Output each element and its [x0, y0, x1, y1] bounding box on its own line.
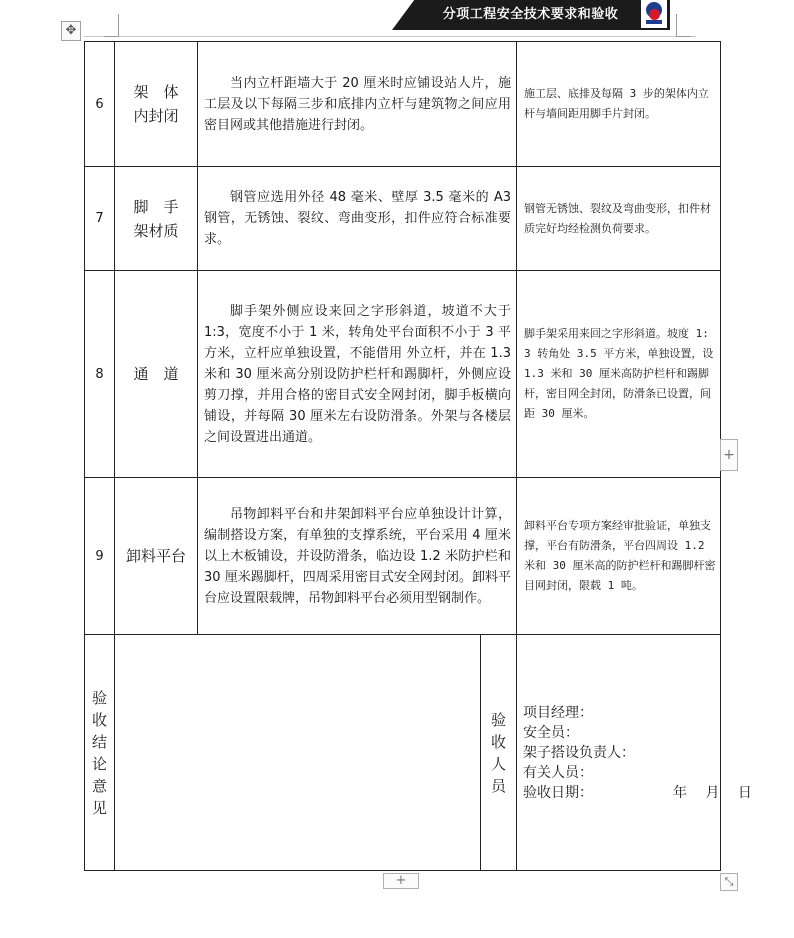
item-name	[115, 42, 198, 167]
item-name-line: 架材质	[133, 221, 179, 240]
requirement-cell	[198, 478, 517, 635]
add-row-button[interactable]	[383, 873, 419, 889]
requirement-cell	[198, 42, 517, 167]
project-manager-label: 项目经理：	[523, 704, 593, 721]
acceptance-row	[85, 635, 721, 871]
check-result-cell: 钢管无锈蚀、裂纹及弯曲变形，扣件材质完好均经检测负荷要求。	[517, 167, 721, 271]
move-handle-icon: ✥	[65, 23, 77, 38]
check-result-cell: 脚手架采用来回之字形斜道。坡度 1: 3 转角处 3.5 平方米，单独设置，设 1.3 米和 30 厘米高防护栏杆和踢脚杆，密目网全封闭，防滑条已设置，间距 30 厘米。	[517, 271, 721, 478]
header-rule	[84, 36, 696, 37]
row-number: 6	[85, 42, 115, 167]
table-row	[85, 42, 721, 167]
date-units: 年 月 日	[673, 784, 752, 801]
signature-block	[517, 635, 752, 871]
plus-icon: +	[723, 447, 735, 463]
crop-mark-top-right	[676, 14, 691, 37]
requirement-text: 钢管应选用外径 48 毫米、壁厚 3.5 毫米的 A3 钢管，无锈蚀、裂纹、弯曲变形，扣件应符合标准要求。	[204, 190, 511, 247]
table-resize-handle[interactable]	[720, 873, 738, 891]
requirement-text: 脚手架外侧应设来回之字形斜道，坡道不大于 1:3，宽度不小于 1 米，转角处平台面积不小于 3 平方米，立杆应单独设置，不能借用 外立杆，并在 1.3 米和 30 厘米高分别设防护栏杆和踢脚杆，外侧应设剪刀撑，并用合格的密目式安全网封闭，脚手板横向铺设，并每隔 30 厘米左右设防滑条。外架与各楼层之间设置进出通道。	[204, 303, 511, 445]
row-number: 9	[85, 478, 115, 635]
scaffold-lead-label: 架子搭设负责人：	[523, 744, 635, 761]
crop-mark-top-left	[104, 14, 119, 37]
requirement-text: 当内立杆距墙大于 20 厘米时应铺设站人片，施工层及以下每隔三步和底排内立杆与建筑物之间应用密目网或其他措施进行封闭。	[204, 75, 511, 133]
resize-icon: ⤡	[724, 875, 734, 888]
date-label: 验收日期：	[523, 784, 593, 801]
row-number: 8	[85, 271, 115, 478]
check-result-cell: 卸料平台专项方案经审批验证，单独支撑，平台有防滑条，平台四周设 1.2 米和 30 厘米高的防护栏杆和踢脚杆密目网封闭，限载 1 吨。	[517, 478, 721, 635]
related-staff-label: 有关人员：	[523, 764, 593, 781]
acceptance-table	[84, 41, 752, 871]
table-row	[85, 271, 721, 478]
check-result-cell: 施工层、底排及每隔 3 步的架体内立杆与墙间距用脚手片封闭。	[517, 42, 721, 167]
item-name-line: 通 道	[133, 365, 179, 383]
conclusion-label-text: 验收结论意见	[91, 688, 107, 817]
table-row	[85, 478, 721, 635]
conclusion-content[interactable]	[115, 635, 481, 871]
item-name-line: 架 体	[133, 83, 179, 101]
table-move-handle[interactable]	[61, 21, 81, 41]
requirement-cell	[198, 271, 517, 478]
logo-red-circle	[649, 9, 660, 20]
add-column-button[interactable]	[720, 439, 738, 471]
requirement-text: 吊物卸料平台和井架卸料平台应单独设计计算，编制搭设方案，有单独的支撑系统，平台采用 4 厘米以上木板铺设，并设防滑条，临边设 1.2 米防护栏和 30 厘米踢脚杆，四周采用密目式安全网封闭。卸料平台应设置限载牌，吊物卸料平台必须用型钢制作。	[204, 506, 511, 606]
item-name	[115, 478, 198, 635]
item-name	[115, 167, 198, 271]
item-name-line: 内封闭	[133, 107, 179, 125]
header-title: 分项工程安全技术要求和验收	[442, 7, 619, 22]
row-number: 7	[85, 167, 115, 271]
safety-officer-label: 安全员：	[523, 724, 579, 741]
conclusion-label	[85, 635, 115, 871]
logo-bar	[646, 20, 662, 24]
acceptance-date	[523, 783, 752, 803]
item-name	[115, 271, 198, 478]
plus-icon: +	[395, 873, 407, 888]
personnel-label	[481, 635, 517, 871]
requirement-cell	[198, 167, 517, 271]
item-name-line: 卸料平台	[125, 547, 186, 565]
table-row	[85, 167, 721, 271]
item-name-line: 脚 手	[133, 197, 179, 216]
personnel-label-text: 验收人员	[490, 710, 506, 795]
